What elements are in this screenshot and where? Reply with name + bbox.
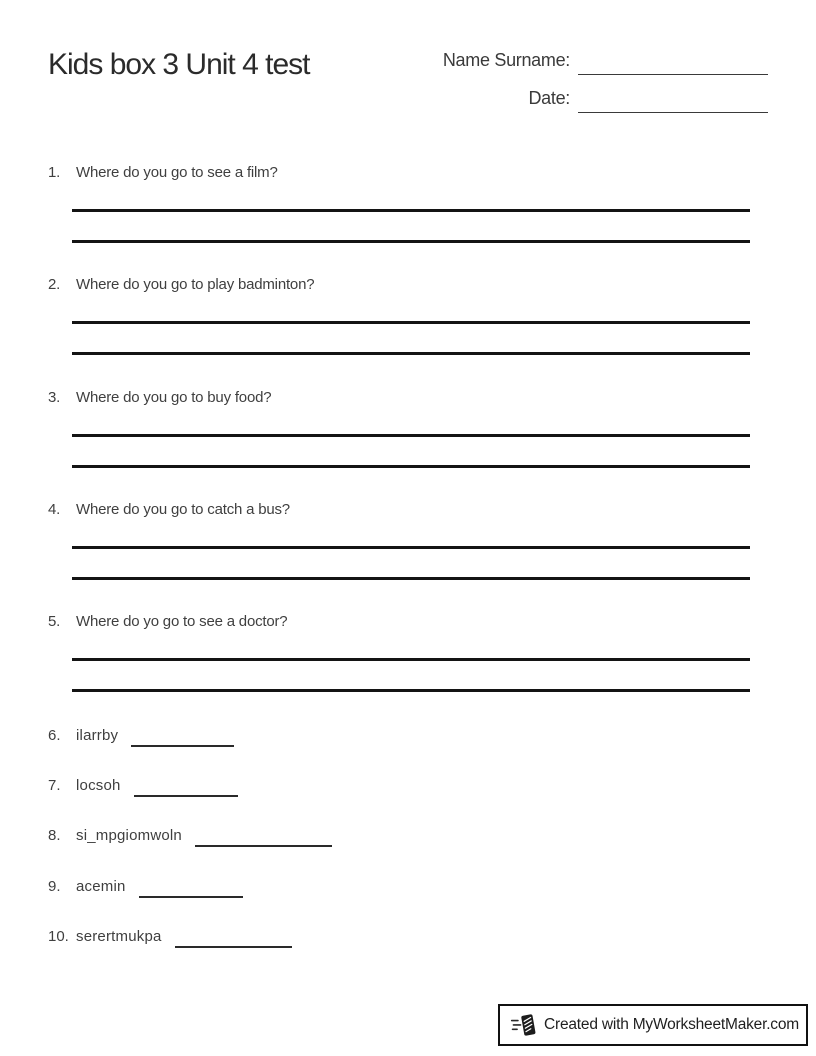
question-number: 4. — [48, 501, 61, 518]
answer-line — [72, 658, 750, 661]
question-number: 5. — [48, 613, 61, 630]
question-number: 1. — [48, 164, 61, 181]
fill-in-line — [131, 730, 234, 747]
fill-in-line — [139, 881, 243, 898]
question-text-row — [48, 501, 290, 518]
credit-box — [498, 1004, 808, 1046]
fill-in-line — [134, 780, 238, 797]
scrambled-word: ilarrby — [76, 727, 119, 744]
credit-text: Created with MyWorksheetMaker.com — [544, 1016, 799, 1033]
scramble-item-9 — [48, 875, 243, 895]
name-field-row — [424, 50, 768, 71]
answer-line — [72, 546, 750, 549]
question-number: 3. — [48, 389, 61, 406]
fill-in-line — [195, 830, 332, 847]
scrambled-word: acemin — [76, 878, 126, 895]
item-number: 7. — [48, 777, 61, 794]
question-3 — [48, 389, 768, 485]
question-text-row — [48, 613, 287, 630]
page-title: Kids box 3 Unit 4 test — [48, 48, 310, 81]
answer-line — [72, 352, 750, 355]
date-field-row — [424, 88, 768, 109]
answer-line — [72, 465, 750, 468]
scramble-item-8 — [48, 824, 332, 844]
scrambled-word: si_mpgiomwoln — [76, 827, 182, 844]
question-text-row — [48, 276, 314, 293]
question-1 — [48, 164, 768, 260]
item-number: 10. — [48, 928, 69, 945]
item-number: 6. — [48, 727, 61, 744]
scramble-item-6 — [48, 724, 234, 744]
scrambled-word: locsoh — [76, 777, 121, 794]
answer-line — [72, 577, 750, 580]
answer-line — [72, 240, 750, 243]
question-text: Where do you go to see a film? — [76, 164, 278, 181]
question-4 — [48, 501, 768, 597]
question-text: Where do you go to buy food? — [76, 389, 272, 406]
scramble-item-10 — [48, 925, 292, 945]
flying-worksheet-icon — [510, 1011, 538, 1039]
answer-line — [72, 434, 750, 437]
question-text: Where do yo go to see a doctor? — [76, 613, 288, 630]
scrambled-word: serertmukpa — [76, 928, 162, 945]
question-2 — [48, 276, 768, 372]
name-label: Name Surname: — [442, 50, 570, 70]
item-number: 8. — [48, 827, 61, 844]
answer-line — [72, 209, 750, 212]
question-text-row — [48, 164, 278, 181]
item-number: 9. — [48, 878, 61, 895]
name-blank-line — [578, 58, 768, 75]
question-5 — [48, 613, 768, 709]
question-text: Where do you go to play badminton? — [76, 276, 315, 293]
answer-line — [72, 321, 750, 324]
question-text: Where do you go to catch a bus? — [76, 501, 290, 518]
fill-in-line — [175, 931, 292, 948]
answer-line — [72, 689, 750, 692]
question-text-row — [48, 389, 271, 406]
scramble-item-7 — [48, 774, 238, 794]
date-blank-line — [578, 96, 768, 113]
date-label: Date: — [528, 88, 570, 108]
question-number: 2. — [48, 276, 61, 293]
